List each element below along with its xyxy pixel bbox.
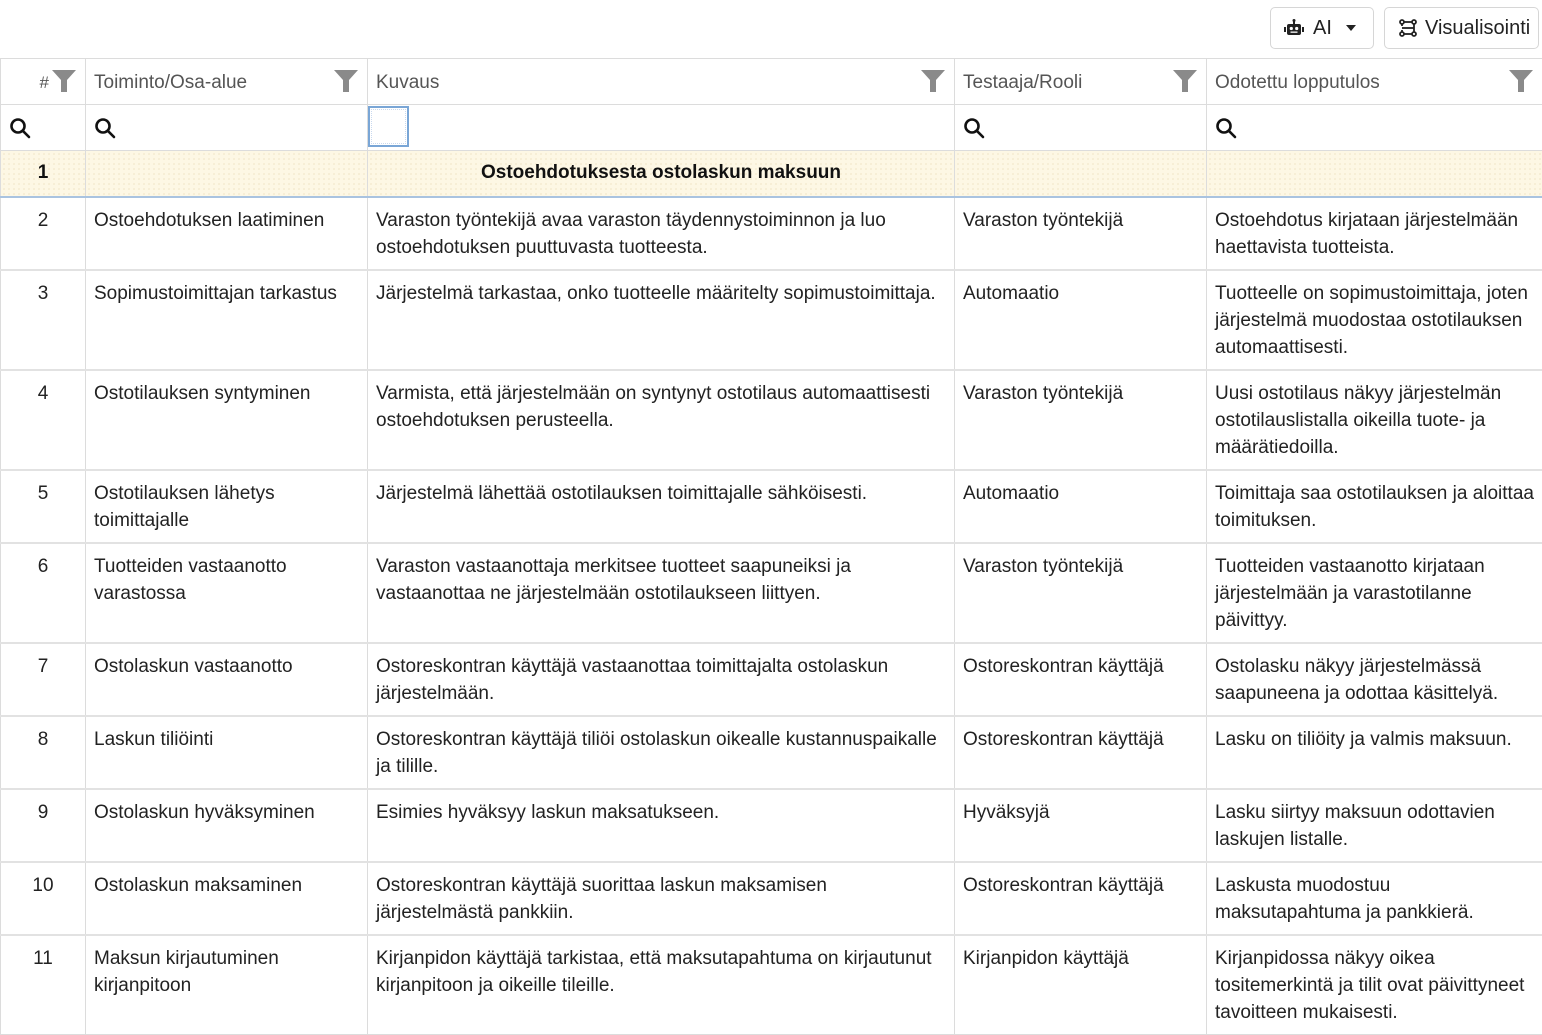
cell-area[interactable]: Ostolaskun maksaminen [86,862,368,935]
cell-desc[interactable]: Kirjanpidon käyttäjä tarkistaa, että maksutapahtuma on kirjautunut kirjanpitoon ja oikeille tileille. [368,935,955,1035]
cell-role[interactable]: Varaston työntekijä [955,543,1207,643]
table-row[interactable] [1,270,1542,370]
cell-num[interactable]: 11 [1,935,86,1035]
table-row[interactable] [1,716,1542,789]
ai-dropdown-button[interactable] [1270,7,1374,49]
cell-num[interactable]: 6 [1,543,86,643]
search-cell-role[interactable] [955,105,1207,151]
column-header-area[interactable] [86,59,368,105]
search-icon[interactable] [9,117,31,139]
group-row-empty-cell [955,151,1207,197]
cell-result[interactable]: Lasku siirtyy maksuun odottavien laskujen listalle. [1207,789,1542,862]
table-row[interactable] [1,197,1542,270]
column-header-role[interactable] [955,59,1207,105]
robot-icon [1283,17,1305,39]
cell-num[interactable]: 4 [1,370,86,470]
toolbar [1270,7,1539,51]
table-row[interactable] [1,470,1542,543]
visualize-button[interactable] [1384,7,1539,49]
cell-area[interactable]: Maksun kirjautuminen kirjanpitoon [86,935,368,1035]
cell-role[interactable]: Automaatio [955,470,1207,543]
cell-role[interactable]: Hyväksyjä [955,789,1207,862]
cell-desc[interactable]: Järjestelmä lähettää ostotilauksen toimittajalle sähköisesti. [368,470,955,543]
graph-nodes-icon [1399,17,1417,39]
table-row[interactable] [1,370,1542,470]
test-case-grid [0,58,1542,1035]
search-cell-area[interactable] [86,105,368,151]
funnel-icon[interactable] [333,69,359,93]
cell-desc[interactable]: Varmista, että järjestelmään on syntynyt ostotilaus automaattisesti ostoehdotuksen perusteella. [368,370,955,470]
table-row[interactable] [1,643,1542,716]
column-header-label: Odotettu lopputulos [1215,72,1380,93]
group-row-num: 1 [1,151,86,197]
column-header-desc[interactable] [368,59,955,105]
table-row[interactable] [1,862,1542,935]
cell-result[interactable]: Ostolasku näkyy järjestelmässä saapuneena ja odottaa käsittelyä. [1207,643,1542,716]
cell-area[interactable]: Ostolaskun vastaanotto [86,643,368,716]
funnel-icon[interactable] [51,69,77,93]
cell-result[interactable]: Uusi ostotilaus näkyy järjestelmän ostotilauslistalla oikeilla tuote- ja määrätiedoilla. [1207,370,1542,470]
cell-role[interactable]: Varaston työntekijä [955,197,1207,270]
cell-role[interactable]: Kirjanpidon käyttäjä [955,935,1207,1035]
data-rows [1,197,1542,1035]
column-header-result[interactable] [1207,59,1542,105]
cell-result[interactable]: Tuotteiden vastaanotto kirjataan järjestelmään ja varastotilanne päivittyy. [1207,543,1542,643]
cell-num[interactable]: 5 [1,470,86,543]
search-icon[interactable] [94,117,116,139]
funnel-icon[interactable] [1508,69,1534,93]
group-row-empty-cell [86,151,368,197]
cell-role[interactable]: Ostoreskontran käyttäjä [955,716,1207,789]
group-row[interactable] [1,151,1542,197]
group-row-empty-cell [1207,151,1542,197]
visualize-button-label: Visualisointi [1425,17,1530,40]
cell-num[interactable]: 8 [1,716,86,789]
column-header-num[interactable] [1,59,86,105]
cell-num[interactable]: 9 [1,789,86,862]
cell-desc[interactable]: Varaston vastaanottaja merkitsee tuotteet saapuneiksi ja vastaanottaa ne järjestelmään ostotilaukseen liittyen. [368,543,955,643]
cell-num[interactable]: 3 [1,270,86,370]
cell-area[interactable]: Laskun tiliöinti [86,716,368,789]
cell-desc[interactable]: Varaston työntekijä avaa varaston täydennystoiminnon ja luo ostoehdotuksen puuttuvasta tuotteesta. [368,197,955,270]
cell-result[interactable]: Ostoehdotus kirjataan järjestelmään haettavista tuotteista. [1207,197,1542,270]
cell-area[interactable]: Tuotteiden vastaanotto varastossa [86,543,368,643]
funnel-icon[interactable] [920,69,946,93]
search-row [1,105,1542,151]
cell-desc[interactable]: Ostoreskontran käyttäjä suorittaa laskun maksamisen järjestelmästä pankkiin. [368,862,955,935]
cell-result[interactable]: Tuotteelle on sopimustoimittaja, joten järjestelmä muodostaa ostotilauksen automaattisesti. [1207,270,1542,370]
cell-result[interactable]: Toimittaja saa ostotilauksen ja aloittaa toimituksen. [1207,470,1542,543]
group-row-title: Ostoehdotuksesta ostolaskun maksuun [368,151,955,197]
cell-area[interactable]: Sopimustoimittajan tarkastus [86,270,368,370]
cell-desc[interactable]: Järjestelmä tarkastaa, onko tuotteelle määritelty sopimustoimittaja. [368,270,955,370]
cell-result[interactable]: Lasku on tiliöity ja valmis maksuun. [1207,716,1542,789]
cell-desc[interactable]: Ostoreskontran käyttäjä vastaanottaa toimittajalta ostolaskun järjestelmään. [368,643,955,716]
search-cell-desc[interactable] [368,105,955,151]
chevron-down-icon [1346,25,1356,31]
table-row[interactable] [1,789,1542,862]
column-header-label: Testaaja/Rooli [963,72,1082,93]
cell-desc[interactable]: Ostoreskontran käyttäjä tiliöi ostolaskun oikealle kustannuspaikalle ja tilille. [368,716,955,789]
cell-area[interactable]: Ostotilauksen syntyminen [86,370,368,470]
search-icon[interactable] [963,117,985,139]
cell-area[interactable]: Ostoehdotuksen laatiminen [86,197,368,270]
cell-role[interactable]: Ostoreskontran käyttäjä [955,643,1207,716]
cell-result[interactable]: Laskusta muodostuu maksutapahtuma ja pankkierä. [1207,862,1542,935]
cell-area[interactable]: Ostolaskun hyväksyminen [86,789,368,862]
column-header-label: # [40,73,49,92]
column-header-label: Toiminto/Osa-alue [94,72,247,93]
ai-button-label: AI [1313,17,1332,40]
search-icon[interactable] [1215,117,1237,139]
table-row[interactable] [1,935,1542,1035]
cell-result[interactable]: Kirjanpidossa näkyy oikea tositemerkintä ja tilit ovat päivittyneet tavoitteen mukaisesti. [1207,935,1542,1035]
cell-num[interactable]: 10 [1,862,86,935]
cell-area[interactable]: Ostotilauksen lähetys toimittajalle [86,470,368,543]
search-cell-num[interactable] [1,105,86,151]
search-input-desc-focused[interactable] [368,106,409,147]
header-row [1,59,1542,105]
cell-num[interactable]: 2 [1,197,86,270]
cell-num[interactable]: 7 [1,643,86,716]
search-cell-result[interactable] [1207,105,1542,151]
cell-role[interactable]: Ostoreskontran käyttäjä [955,862,1207,935]
table-row[interactable] [1,543,1542,643]
funnel-icon[interactable] [1172,69,1198,93]
cell-role[interactable]: Automaatio [955,270,1207,370]
column-header-label: Kuvaus [376,72,439,93]
cell-desc[interactable]: Esimies hyväksyy laskun maksatukseen. [368,789,955,862]
cell-role[interactable]: Varaston työntekijä [955,370,1207,470]
